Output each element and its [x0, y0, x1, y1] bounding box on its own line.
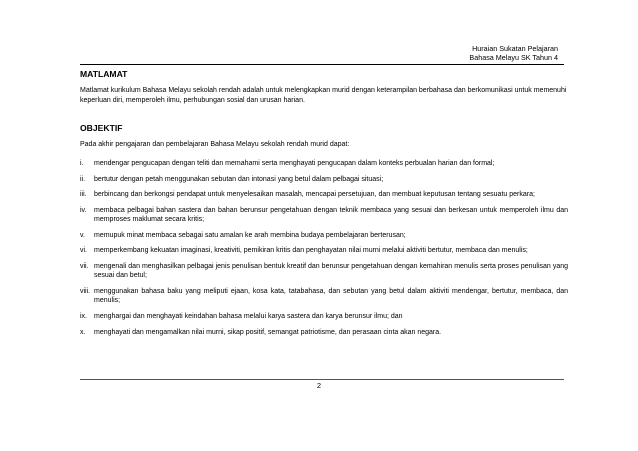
header-title: Huraian Sukatan Pelajaran: [472, 44, 558, 53]
list-item: [80, 175, 568, 184]
list-item-text: menghargai dan menghayati keindahan bahasa melalui karya sastera dan karya berunsur ilmu; dan: [94, 312, 403, 320]
list-item-number: iv.: [80, 206, 87, 214]
list-item-text: memperkembang kekuatan imaginasi, kreativiti, pemikiran kritis dan penghayatan nilai murni melalui aktiviti bertutur, membaca dan menulis;: [94, 247, 528, 255]
list-item-text: mengenali dan menghasilkan pelbagai jenis penulisan bentuk kreatif dan berunsur pengetahuan dengan kemahiran menulis serta proses penulisan yang sesuai dan betul;: [94, 262, 568, 280]
section-heading-matlamat: MATLAMAT: [80, 69, 128, 79]
list-item: [80, 262, 568, 281]
list-item-text: menggunakan bahasa baku yang meliputi ejaan, kosa kata, tatabahasa, dan sebutan yang betul dalam aktiviti mendengar, bertutur, membaca, dan menulis;: [94, 287, 568, 305]
list-item: [80, 206, 568, 225]
list-item-number: ii.: [80, 175, 86, 183]
list-item-text: memupuk minat membaca sebagai satu amalan ke arah membina budaya pembelajaran berterusan;: [94, 231, 406, 239]
list-item: [80, 287, 568, 306]
list-item-text: berbincang dan berkongsi pendapat untuk menyelesaikan masalah, mencapai persetujuan, dan membuat keputusan tentang sesuatu perkara;: [94, 191, 535, 199]
list-item-number: vi.: [80, 247, 87, 255]
list-item-text: bertutur dengan petah menggunakan sebutan dan intonasi yang betul dalam pelbagai situasi;: [94, 175, 384, 183]
list-item: [80, 159, 568, 168]
section-heading-objektif: OBJEKTIF: [80, 123, 123, 133]
list-item-number: viii.: [80, 287, 91, 295]
header-subtitle: Bahasa Melayu SK Tahun 4: [469, 53, 558, 62]
list-item-number: v.: [80, 231, 85, 239]
list-item-text: mendengar pengucapan dengan teliti dan memahami serta menghayati pengucapan dalam konteks perbualan harian dan formal;: [94, 160, 495, 167]
page-number: 2: [316, 381, 322, 390]
list-item-number: x.: [80, 328, 86, 336]
running-header: [469, 44, 558, 62]
list-item: [80, 312, 568, 321]
list-item: [80, 246, 568, 255]
objektif-list: [80, 159, 568, 337]
list-item: [80, 190, 568, 199]
objektif-intro: Pada akhir pengajaran dan pembelajaran Bahasa Melayu sekolah rendah murid dapat:: [80, 141, 350, 148]
list-item: [80, 328, 568, 337]
list-item-number: ix.: [80, 312, 87, 320]
footer-rule: [80, 379, 564, 380]
list-item-text: membaca pelbagai bahan sastera dan bahan berunsur pengetahuan dengan teknik membaca yang sesuai dan berkesan untuk memperoleh ilmu dan memproses maklumat secara kritis;: [94, 206, 568, 224]
list-item: [80, 231, 568, 240]
matlamat-paragraph: Matlamat kurikulum Bahasa Melayu sekolah rendah adalah untuk melengkapkan murid dengan keterampilan berbahasa dan berkomunikasi untuk memenuhi keperluan diri, memperoleh ilmu, perhubungan sosial dan urusan harian.: [80, 87, 567, 104]
header-rule: [80, 64, 564, 65]
list-item-number: iii.: [80, 191, 87, 199]
list-item-number: vii.: [80, 262, 89, 270]
list-item-text: menghayati dan mengamalkan nilai murni, sikap positif, semangat patriotisme, dan perasaan cinta akan negara.: [94, 328, 442, 336]
list-item-number: i.: [80, 160, 84, 167]
